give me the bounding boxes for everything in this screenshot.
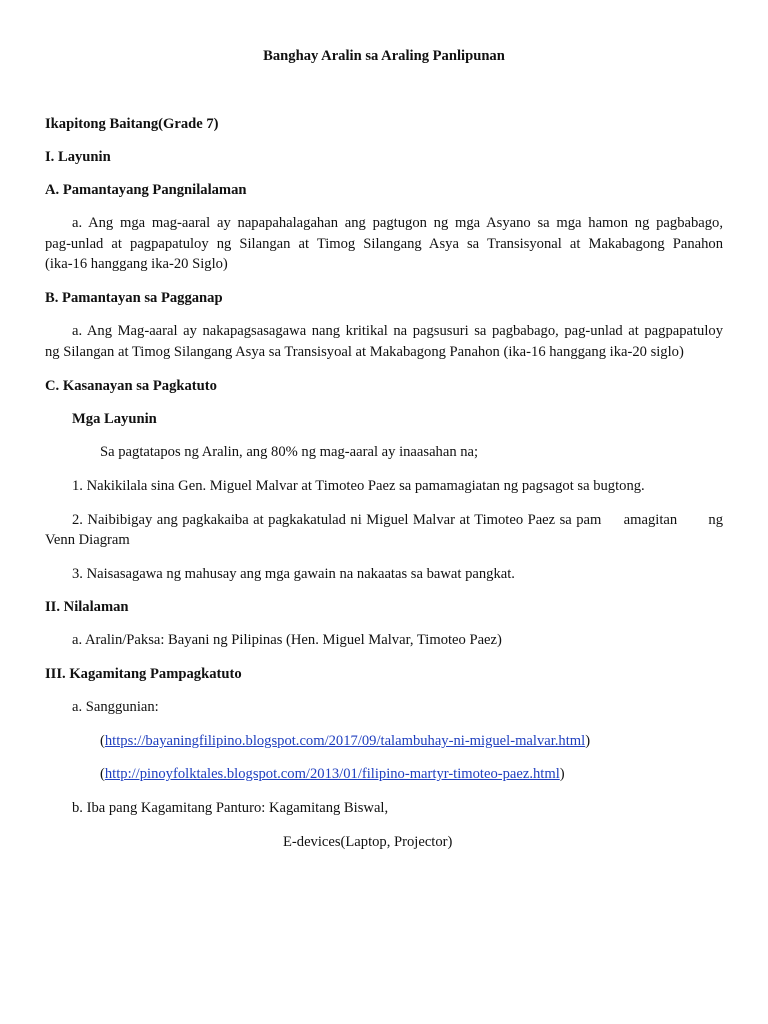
paragraph-line: a. Ang mga mag-aaral ay napapahalagahan ang pagtugon ng mga Asyano sa mga hamon ng pagbabago,	[72, 215, 723, 231]
document-title: Banghay Aralin sa Araling Panlipunan	[263, 48, 505, 64]
other-materials-line: b. Iba pang Kagamitang Panturo: Kagamitang Biswal,	[72, 800, 389, 816]
paren-close: )	[559, 766, 565, 782]
section-nilalaman-heading: II. Nilalaman	[45, 599, 129, 615]
paragraph-line: ng Silangan at Timog Silangang Asya sa Transisyoal at Makabagong Panahon (ika-16 hanggang ika-20 siglo)	[45, 344, 684, 360]
reference-link-row	[100, 764, 723, 784]
section-layunin-heading: I. Layunin	[45, 149, 111, 165]
objective-item: 1. Nakikilala sina Gen. Miguel Malvar at Timoteo Paez sa pamamagiatan ng pagsagot sa bugtong.	[72, 478, 645, 494]
pamantayang-pangnilalaman-heading: A. Pamantayang Pangnilalaman	[45, 182, 247, 198]
kasanayan-heading: C. Kasanayan sa Pagkatuto	[45, 378, 217, 394]
paragraph-line: pag-unlad at pagpapatuloy ng Silangan at Timog Silangang Asya sa Transisyonal at Makabagong Panahon	[45, 236, 723, 252]
paren-open: (	[100, 766, 105, 782]
objective-item: 2. Naibibigay ang pagkakaiba at pagkakatulad ni Miguel Malvar at Timoteo Paez sa pam amagitan ng	[72, 512, 723, 528]
grade-level: Ikapitong Baitang(Grade 7)	[45, 116, 219, 132]
objective-item: 3. Naisasagawa ng mahusay ang mga gawain na nakaatas sa bawat pangkat.	[72, 566, 515, 582]
paragraph-line: a. Ang Mag-aaral ay nakapagsasagawa nang kritikal na pagsusuri sa pagbabago, pag-unlad at pagpapatuloy	[72, 323, 723, 339]
reference-link-paez[interactable]: http://pinoyfolktales.blogspot.com/2013/01/filipino-martyr-timoteo-paez.html	[104, 766, 560, 782]
paragraph-line: (ika-16 hanggang ika-20 Siglo)	[45, 256, 228, 272]
objectives-intro: Sa pagtatapos ng Aralin, ang 80% ng mag-aaral ay inaasahan na;	[100, 444, 479, 460]
pamantayan-sa-pagganap-heading: B. Pamantayan sa Pagganap	[45, 290, 223, 306]
objective-item-continued: Venn Diagram	[45, 532, 130, 548]
mga-layunin-heading: Mga Layunin	[72, 411, 157, 427]
reference-link-row	[100, 731, 723, 751]
devices-line: E-devices(Laptop, Projector)	[283, 834, 453, 850]
section-kagamitan-heading: III. Kagamitang Pampagkatuto	[45, 666, 242, 682]
topic-line: a. Aralin/Paksa: Bayani ng Pilipinas (Hen. Miguel Malvar, Timoteo Paez)	[72, 632, 502, 648]
sources-label: a. Sanggunian:	[72, 699, 159, 715]
paren-close: )	[585, 733, 591, 749]
paren-open: (	[100, 733, 105, 749]
reference-link-malvar[interactable]: https://bayaningfilipino.blogspot.com/2017/09/talambuhay-ni-miguel-malvar.html	[104, 733, 586, 749]
